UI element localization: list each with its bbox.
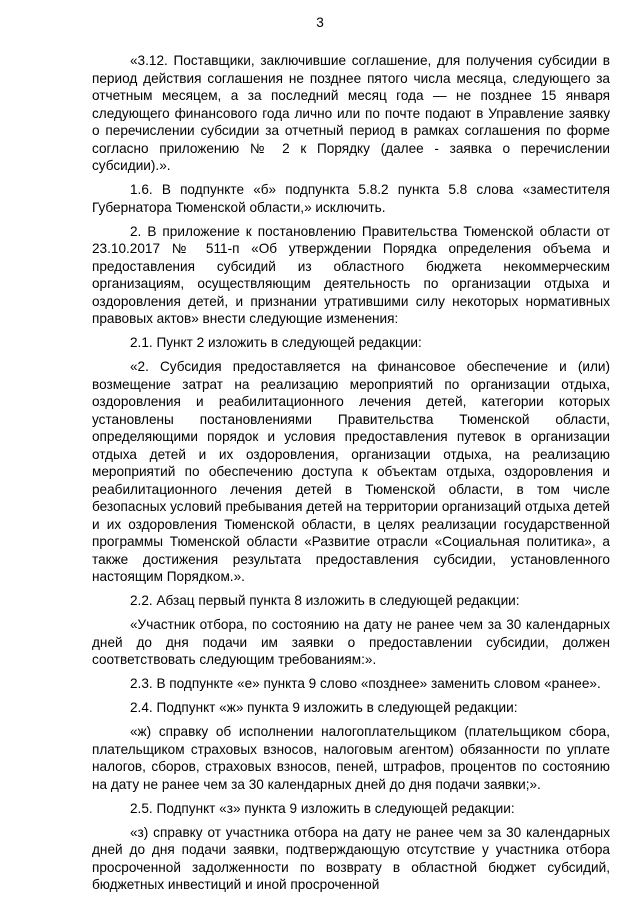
paragraph-3-12: «3.12. Поставщики, заключившие соглашение, для получения субсидии в период действия соглашения не позднее пятого числа месяца, следующего за отчетным месяцем, а за последний месяц года — не позднее 15 января следующего финансового года лично или по почте подают в Управление заявку о перечислении субсидии за отчетный период в рамках соглашения по форме согласно приложению № 2 к Порядку (далее - заявка о перечислении субсидии).». [92,53,610,173]
paragraph-1-6: 1.6. В подпункте «б» подпункта 5.8.2 пункта 5.8 слова «заместителя Губернатора Тюменской области,» исключить. [92,182,610,215]
paragraph-2-4-text: «ж) справку об исполнении налогоплательщиком (плательщиком сбора, плательщиком страховых взносов, налоговым агентом) обязанности по уплате налогов, сборов, страховых взносов, пеней, штрафов, процентов по состоянию на дату не ранее чем за 30 календарных дней до дня подачи заявки;». [92,724,610,792]
paragraph-2-2-text: «Участник отбора, по состоянию на дату не ранее чем за 30 календарных дней до дня подачи им заявки о предоставлении субсидии, должен соответствовать следующим требованиям:». [92,617,610,667]
paragraph-2-5-text: «з) справку от участника отбора на дату не ранее чем за 30 календарных дней до дня подачи заявки, подтверждающую отсутствие у участника отбора просроченной задолженности по возврату в областной бюджет субсидий, бюджетных инвестиций и иной просроченной [92,824,610,892]
paragraph-2: 2. В приложение к постановлению Правительства Тюменской области от 23.10.2017 № 511-п «Об утверждении Порядка определения объема и предоставления субсидий из областного бюджета некоммерческим организациям, осуществляющим деятельность по организации отдыха и оздоровления детей, и признании утратившими силу некоторых нормативных правовых актов» внести следующие изменения: [92,223,610,326]
paragraph-2-4: 2.4. Подпункт «ж» пункта 9 изложить в следующей редакции: [130,700,518,715]
paragraph-2-5: 2.5. Подпункт «з» пункта 9 изложить в следующей редакции: [130,800,515,816]
document-body [92,52,610,900]
paragraph-2-1-text: «2. Субсидия предоставляется на финансовое обеспечение и (или) возмещение затрат на реализацию мероприятий по организации отдыха, оздоровления и реабилитационного лечения детей, категории которых установлены постановлениями Правительства Тюменской области, определяющими порядок и условия предоставления путевок в организации отдыха детей и их оздоровления, организации отдыха, на реализацию мероприятий по обеспечению доступа к объектам отдыха, оздоровления и реабилитационного лечения детей в Тюменской области, в том числе безопасных условий пребывания детей на территории организаций отдыха детей и их оздоровления Тюменской области, в целях реализации государственной программы Тюменской области «Развитие отрасли «Социальная политика», а также достижения результата предоставления субсидии, установленного настоящим Порядком.». [92,359,610,584]
page-number: 3 [316,15,324,30]
paragraph-2-1: 2.1. Пункт 2 изложить в следующей редакции: [130,335,422,350]
paragraph-2-3: 2.3. В подпункте «е» пункта 9 слово «позднее» заменить словом «ранее». [130,676,601,691]
paragraph-2-2: 2.2. Абзац первый пункта 8 изложить в следующей редакции: [130,593,520,608]
